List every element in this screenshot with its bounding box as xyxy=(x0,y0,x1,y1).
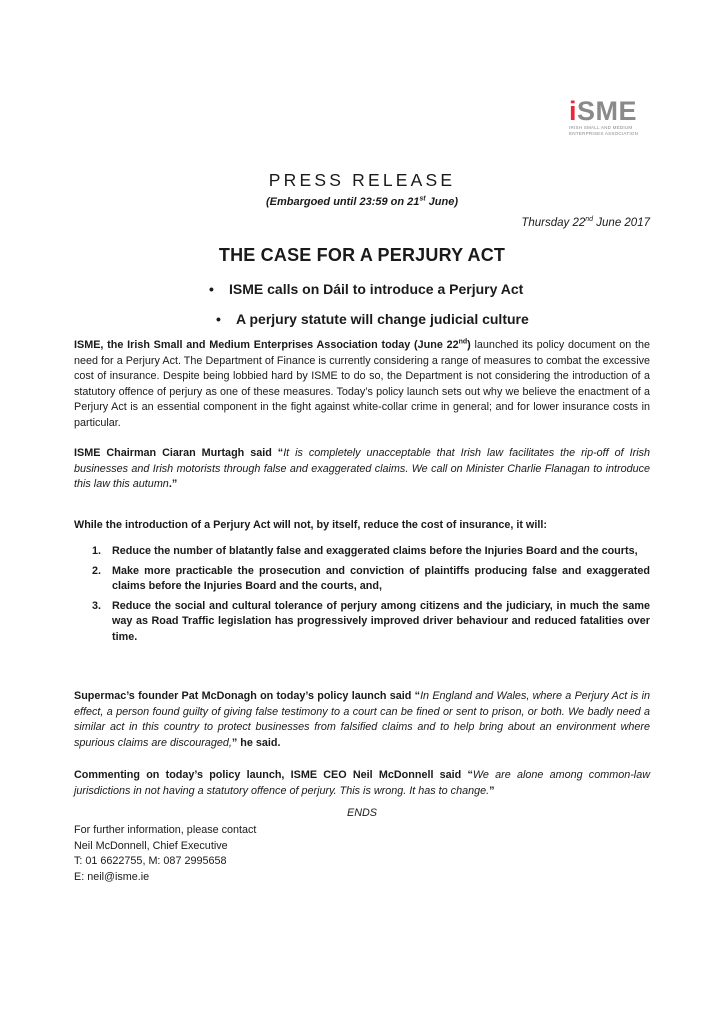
paragraph-chairman xyxy=(74,446,650,493)
intro-lead: ISME, the Irish Small and Medium Enterprises Association today (June 22 xyxy=(74,339,459,351)
ceo-lead: Commenting on today’s policy launch, ISME CEO Neil McDonnell said “ xyxy=(74,769,473,781)
embargo-sup: st xyxy=(419,195,426,203)
bullet-text: A perjury statute will change judicial culture xyxy=(236,311,529,327)
chairman-close: .” xyxy=(168,478,178,491)
list-intro-text: While the introduction of a Perjury Act will not, by itself, reduce the cost of insurance, it will: xyxy=(74,519,547,531)
date-post: June 2017 xyxy=(593,217,650,229)
headline-bullets xyxy=(209,280,529,340)
list-item: 2. Make more practicable the prosecution and conviction of plaintiffs producing false and exaggerated claims before the Injuries Board and the courts, and, xyxy=(104,564,650,595)
logo-word-rest: SME xyxy=(577,96,638,126)
contact-block xyxy=(74,823,650,885)
bullet-item xyxy=(209,280,529,310)
supermacs-quote: In England and Wales, where a Perjury Act is in effect, a person found guilty of giving false testimony to a court can be fined or sent to prison, or both. We badly need a similar act in this country to protect businesses from falsified claims and to help bring about an environment where spurious claims are discouraged, xyxy=(74,690,651,749)
benefits-list xyxy=(74,544,650,650)
logo-subtitle-1: IRISH SMALL AND MEDIUM xyxy=(569,125,633,130)
date-pre: Thursday 22 xyxy=(521,217,586,229)
intro-sup: nd xyxy=(458,338,468,346)
list-item: 1. Reduce the number of blatantly false and exaggerated claims before the Injuries Board and the courts, xyxy=(104,544,650,560)
embargo-text: (Embargoed until 23:59 on 21 xyxy=(265,196,420,208)
logo-accent-letter: i xyxy=(569,96,578,126)
press-release-heading: PRESS RELEASE xyxy=(268,170,456,190)
paragraph-ceo xyxy=(74,768,650,799)
logo-wordmark xyxy=(569,98,647,125)
ends-marker: ENDS xyxy=(347,807,377,819)
supermacs-lead: Supermac’s founder Pat McDonagh on today’s policy launch said “ xyxy=(74,690,421,702)
list-item: 3. Reduce the social and cultural tolerance of perjury among citizens and the judiciary, in much the same way as Road Traffic legislation has progressively improved driver behaviour and reduced fatalities over time. xyxy=(104,599,650,646)
date-sup: nd xyxy=(585,216,594,224)
contact-phone: T: 01 6622755, M: 087 2995658 xyxy=(74,855,227,868)
bullet-dot-icon: • xyxy=(209,281,214,297)
intro-rest: launched its policy document on the need for a Perjury Act. The Department of Finance is currently considering a range of measures to combat the excessive cost of insurance. Despite being lobbied hard by ISME to do so, the Department is not considering the introduction of a statutory offence of perjury as one of these measures. Today’s policy launch sets out why we believe the enactment of a Perjury Act is an essential component in the fight against white-collar crime in general; and for lower insurance costs in particular. xyxy=(74,339,650,429)
isme-logo xyxy=(569,98,647,136)
embargo-end: June) xyxy=(425,196,459,208)
ceo-close: ” xyxy=(489,784,495,797)
ceo-quote: We are alone among common-law jurisdictions in not having a statutory offence of perjury. This is wrong. It has to change. xyxy=(74,769,650,797)
paragraph-intro xyxy=(74,338,650,432)
chairman-quote: It is completely unacceptable that Irish law facilitates the rip-off of Irish businesses and Irish motorists through false and exaggerated claims. We call on Minister Charlie Flanagan to introduce this law this autumn xyxy=(74,447,650,491)
document-title: THE CASE FOR A PERJURY ACT xyxy=(218,245,506,265)
paragraph-supermacs xyxy=(74,689,650,751)
bullet-dot-icon: • xyxy=(216,311,221,327)
contact-name: Neil McDonnell, Chief Executive xyxy=(74,839,228,852)
bullet-item xyxy=(216,310,529,340)
embargo-notice xyxy=(0,196,724,208)
paragraph-list-intro xyxy=(74,518,650,534)
release-date xyxy=(521,217,650,229)
chairman-lead: ISME Chairman Ciaran Murtagh said “ xyxy=(74,447,284,459)
contact-intro: For further information, please contact xyxy=(74,824,257,836)
logo-subtitle-2: ENTERPRISES ASSOCIATION xyxy=(569,130,639,136)
intro-close: ) xyxy=(467,339,471,351)
supermacs-close: ” he said. xyxy=(231,736,281,749)
bullet-text: ISME calls on Dáil to introduce a Perjury Act xyxy=(229,281,524,297)
contact-email: E: neil@isme.ie xyxy=(74,870,150,883)
